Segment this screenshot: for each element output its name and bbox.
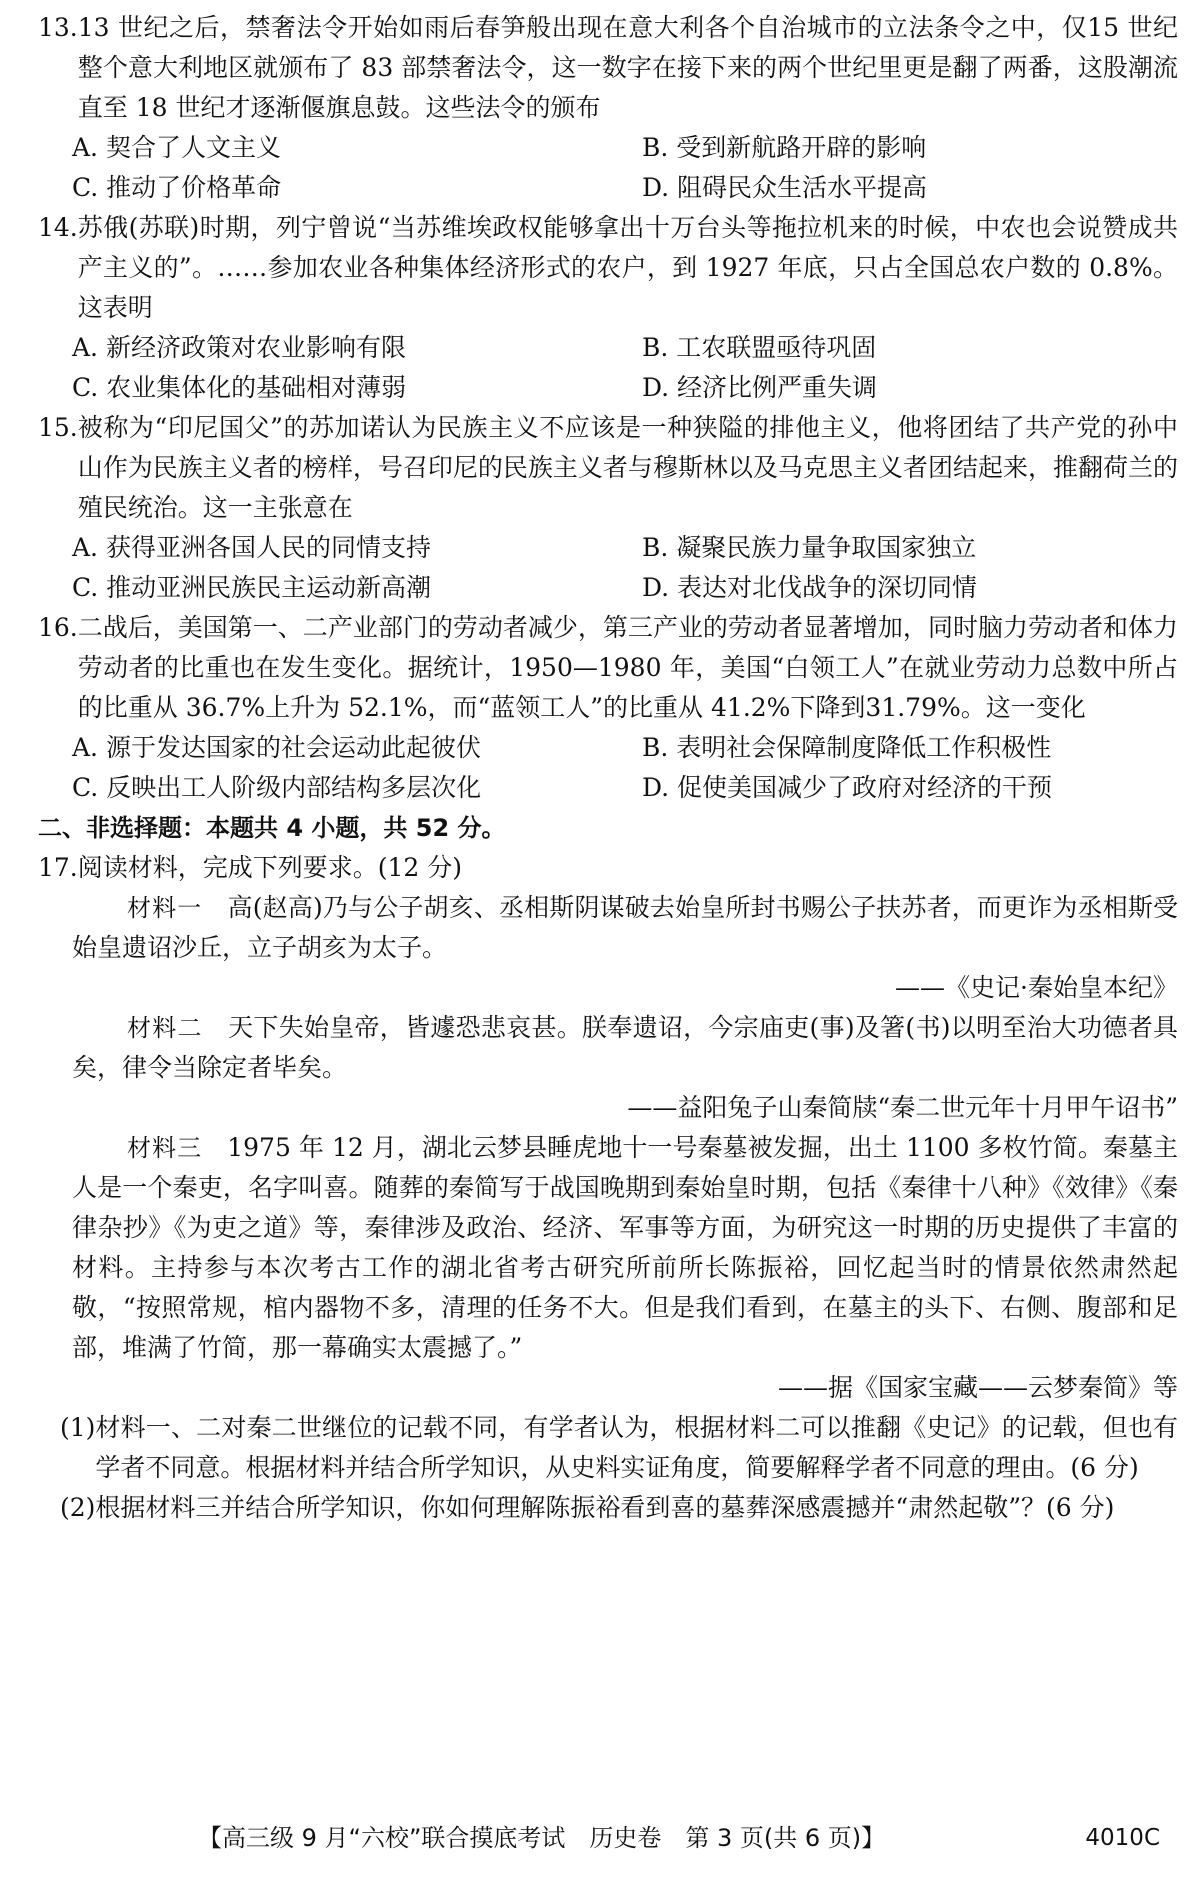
- material-2: [38, 1008, 1178, 1088]
- option-a: A. 获得亚洲各国人民的同情支持: [72, 533, 431, 562]
- subquestion-number: (1): [60, 1413, 96, 1442]
- question-13: [38, 8, 1178, 208]
- option-d: D. 阻碍民众生活水平提高: [642, 173, 928, 202]
- option-b: B. 工农联盟亟待巩固: [642, 333, 877, 362]
- section-heading: 二、非选择题：本题共 4 小题，共 52 分。: [38, 814, 506, 842]
- question-number: 17.: [38, 853, 78, 882]
- material-1: [38, 888, 1178, 968]
- question-number: 14.: [38, 213, 78, 242]
- subquestion-1: [38, 1408, 1178, 1488]
- question-16: [38, 608, 1178, 808]
- material-label: 材料二: [127, 1014, 203, 1042]
- material-text: 天下失始皇帝，皆遽恐悲哀甚。朕奉遗诏，今宗庙吏(事)及箸(书)以明至治大功德者具矣，律令当除定者毕矣。: [72, 1013, 1178, 1082]
- question-number: 16.: [38, 613, 78, 642]
- material-source: ——据《国家宝藏——云梦秦简》等: [777, 1373, 1178, 1402]
- subquestion-text: 材料一、二对秦二世继位的记载不同，有学者认为，根据材料二可以推翻《史记》的记载，但也有学者不同意。根据材料并结合所学知识，从史料实证角度，简要解释学者不同意的理由。(6 分): [95, 1413, 1178, 1482]
- question-14: [38, 208, 1178, 408]
- option-c: C. 农业集体化的基础相对薄弱: [72, 373, 407, 402]
- material-text: 高(赵高)乃与公子胡亥、丞相斯阴谋破去始皇所封书赐公子扶苏者，而更诈为丞相斯受始皇遗诏沙丘，立子胡亥为太子。: [72, 893, 1178, 962]
- question-stem: 二战后，美国第一、二产业部门的劳动者减少，第三产业的劳动者显著增加，同时脑力劳动者和体力劳动者的比重也在发生变化。据统计，1950—1980 年，美国“白领工人”在就业劳动力总数中所占的比重从 36.7%上升为 52.1%，而“蓝领工人”的比重从 41.2%下降到31.79%。这一变化: [77, 613, 1178, 722]
- question-stem: 被称为“印尼国父”的苏加诺认为民族主义不应该是一种狭隘的排他主义，他将团结了共产党的孙中山作为民族主义者的榜样，号召印尼的民族主义者与穆斯林以及马克思主义者团结起来，推翻荷兰的殖民统治。这一主张意在: [77, 413, 1178, 522]
- option-d: D. 表达对北伐战争的深切同情: [642, 573, 978, 602]
- page-content: [38, 8, 1178, 1528]
- options: [38, 328, 1178, 408]
- option-d: D. 促使美国减少了政府对经济的干预: [642, 773, 1053, 802]
- question-number: 15.: [38, 413, 78, 442]
- material-label: 材料一: [127, 894, 203, 922]
- material-label: 材料三: [127, 1134, 203, 1162]
- material-source: ——《史记·秦始皇本纪》: [895, 973, 1178, 1002]
- subquestion-text: 根据材料三并结合所学知识，你如何理解陈振裕看到喜的墓葬深感震撼并“肃然起敬”？(6 分): [95, 1493, 1115, 1522]
- question-stem: 苏俄(苏联)时期，列宁曾说“当苏维埃政权能够拿出十万台头等拖拉机来的时候，中农也会说赞成共产主义的”。……参加农业各种集体经济形式的农户，到 1927 年底，只占全国总农户数的 0.8%。这表明: [77, 213, 1178, 322]
- material-text: 1975 年 12 月，湖北云梦县睡虎地十一号秦墓被发掘，出土 1100 多枚竹简。秦墓主人是一个秦吏，名字叫喜。随葬的秦简写于战国晚期到秦始皇时期，包括《秦律十八种》《效律》《秦律杂抄》《为吏之道》等，秦律涉及政治、经济、军事等方面，为研究这一时期的历史提供了丰富的材料。主持参与本次考古工作的湖北省考古研究所前所长陈振裕，回忆起当时的情景依然肃然起敬，“按照常规，棺内器物不多，清理的任务不大。但是我们看到，在墓主的头下、右侧、腹部和足部，堆满了竹简，那一幕确实太震撼了。”: [72, 1133, 1179, 1362]
- question-17: [38, 848, 1178, 1528]
- options: [38, 128, 1178, 208]
- subquestion-2: [38, 1488, 1178, 1528]
- paper-code: 4010C: [1085, 1825, 1160, 1851]
- option-b: B. 表明社会保障制度降低工作积极性: [642, 733, 1052, 762]
- option-a: A. 新经济政策对农业影响有限: [72, 333, 406, 362]
- question-number: 13.: [38, 13, 78, 42]
- question-stem: 阅读材料，完成下列要求。(12 分): [77, 853, 463, 882]
- material-source: ——益阳兔子山秦简牍“秦二世元年十月甲午诏书”: [627, 1093, 1178, 1122]
- footer-text: 【高三级 9 月“六校”联合摸底考试 历史卷 第 3 页(共 6 页)】: [198, 1824, 886, 1852]
- option-b: B. 受到新航路开辟的影响: [642, 133, 927, 162]
- subquestion-number: (2): [60, 1493, 96, 1522]
- options: [38, 528, 1178, 608]
- question-15: [38, 408, 1178, 608]
- material-3: [38, 1128, 1178, 1368]
- option-a: A. 源于发达国家的社会运动此起彼伏: [72, 733, 481, 762]
- option-c: C. 推动了价格革命: [72, 173, 282, 202]
- option-c: C. 反映出工人阶级内部结构多层次化: [72, 773, 482, 802]
- page-footer: [0, 1818, 1200, 1858]
- option-b: B. 凝聚民族力量争取国家独立: [642, 533, 977, 562]
- option-d: D. 经济比例严重失调: [642, 373, 878, 402]
- options: [38, 728, 1178, 808]
- question-stem: 13 世纪之后，禁奢法令开始如雨后春笋般出现在意大利各个自治城市的立法条令之中，仅15 世纪整个意大利地区就颁布了 83 部禁奢法令，这一数字在接下来的两个世纪里更是翻了两番，这股潮流直至 18 世纪才逐渐偃旗息鼓。这些法令的颁布: [77, 13, 1178, 122]
- option-c: C. 推动亚洲民族民主运动新高潮: [72, 573, 432, 602]
- option-a: A. 契合了人文主义: [72, 133, 281, 162]
